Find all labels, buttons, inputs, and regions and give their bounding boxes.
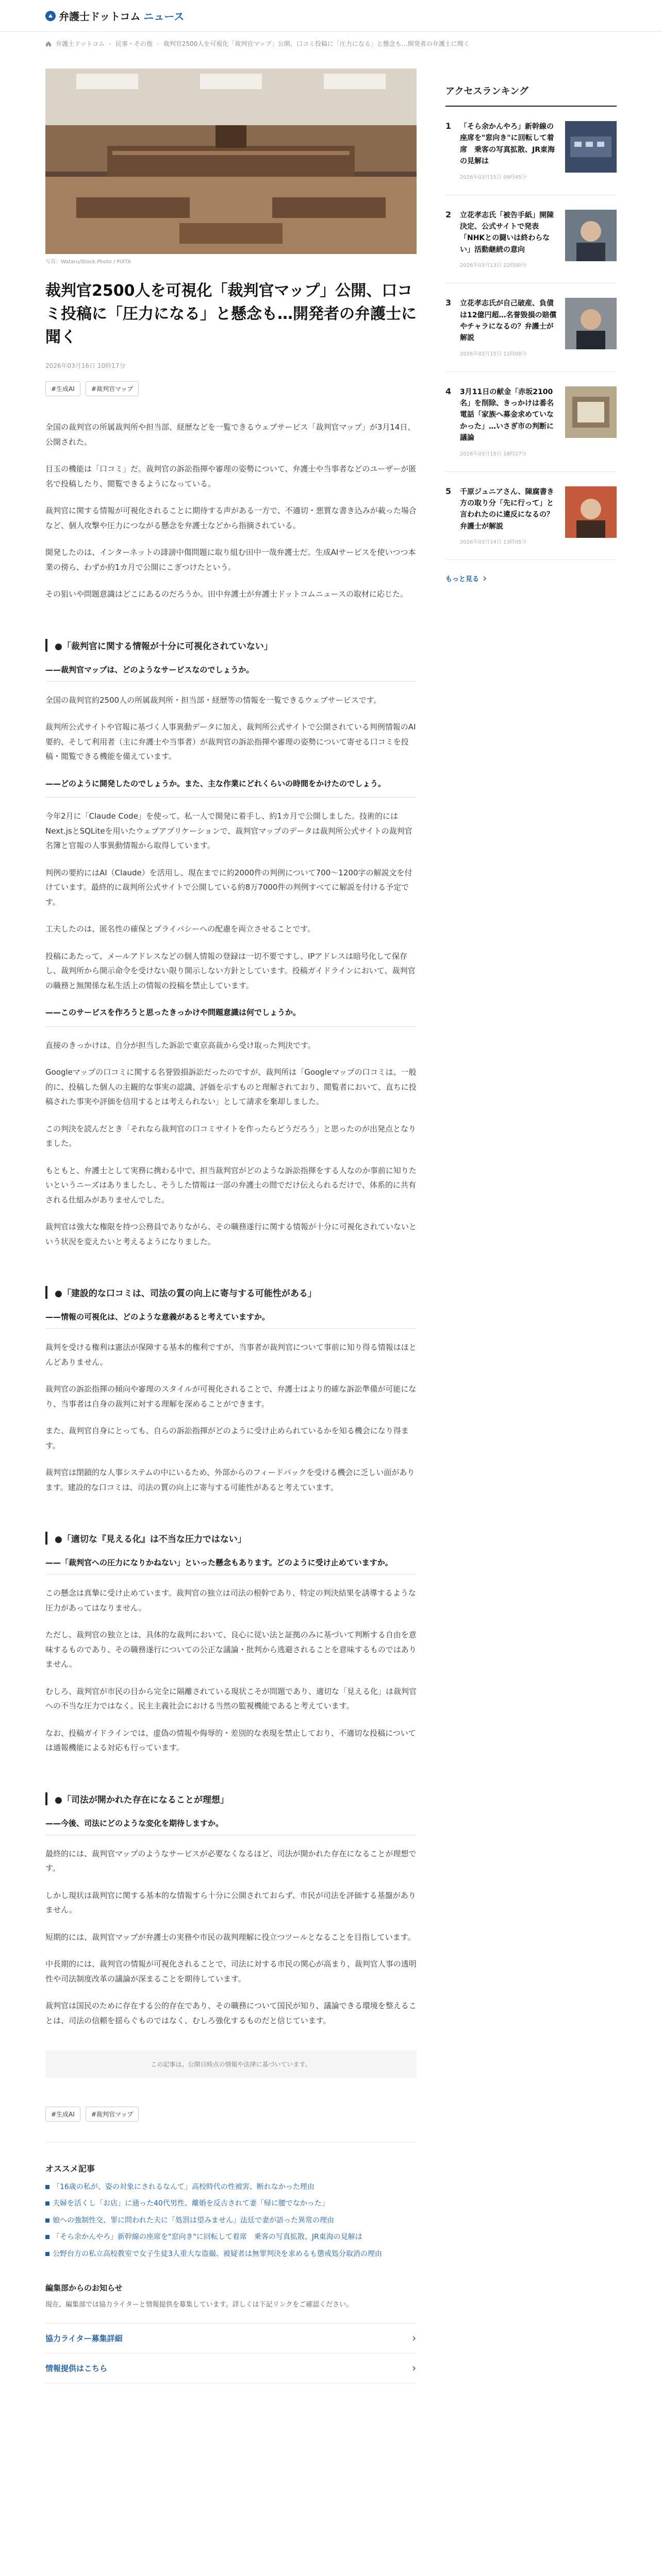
article-date: 2026年03月16日 10時17分 [45,362,126,369]
writer-recruit-link[interactable] [45,2323,417,2353]
ranking-item[interactable] [445,472,617,561]
tip-submit-link[interactable] [45,2353,417,2383]
ranking-item[interactable] [445,195,617,284]
rank-number: 1 [445,121,452,131]
section-question: ——「裁判官への圧力になりかねない」といった懸念もあります。どのように受け止めていますか。 [45,1557,417,1574]
rank-thumbnail [565,298,617,349]
rank-number: 3 [445,298,452,308]
rank-date: 2026年03月14日 13時05分 [460,539,527,546]
body-paragraph: 工夫したのは、匿名性の確保とプライバシーへの配慮を両立させることです。 [45,924,316,934]
recommended-item[interactable] [45,2215,417,2226]
body-paragraph: また、裁判官自身にとっても、自らの訴訟指揮がどのように受け止められているかを知る機会になり得ます。 [45,1426,409,1450]
rank-headline: 「そら余かんやろ」新幹線の座席を"窓向き"に回転して着席 乗客の写真拡散、JR東海の見解は [460,123,555,166]
tag-chip[interactable]: #生成AI [45,2107,80,2122]
rank-headline: 千原ジュニアさん、陳腐書き方の取り分「先に行って」と言われたのに違反になるの？弁護士が解説 [460,487,554,531]
more-link-label: もっと見る [445,575,479,584]
body-paragraph: 最終的には、裁判官マップのようなサービスが必要なくなるほど、司法が開かれた存在になることが理想です。 [45,1849,417,1873]
bullet-icon [45,2218,49,2223]
article-title: 裁判官2500人を可視化「裁判官マップ」公開、口コミ投稿に「圧力になる」と懸念も…開発者の弁護士に聞く [45,282,417,346]
section-question: ——このサービスを作ろうと思ったきっかけや問題意識は何でしょうか。 [45,1005,417,1027]
courtroom-illustration [45,69,417,254]
article-lead [45,420,417,602]
site-header [0,0,662,32]
bullet-icon [45,2185,49,2189]
section-question: ——裁判官マップは、どのようなサービスなのでしょうか。 [45,664,417,682]
breadcrumb-item-home[interactable]: 弁護士ドットコム [56,40,105,47]
rank-date: 2026年03月15日 09時45分 [460,174,527,180]
body-paragraph: 裁判官は国民のために存在する公的存在であり、その職務について国民が知り、議論できる環境を整えることは、司法の信頼を揺らぐものではなく、むしろ強化するものだと信じています。 [45,2001,417,2025]
recommended-item[interactable] [45,2231,417,2243]
hero-caption: 写真：Wataru/Stock.Photo / PIXTA [45,259,131,265]
rank-number: 2 [445,209,452,219]
rank-number: 5 [445,486,452,496]
logo-main-text: 弁護士ドットコム [59,10,141,23]
body-paragraph: 裁判官は強大な権限を持つ公務員でありながら、その職務遂行に関する情報が十分に可視化されていないという状況を変えたいと考えるようになりました。 [45,1222,417,1246]
breadcrumb-separator: › [109,40,111,47]
ranking-item[interactable] [445,283,617,372]
ranking-item[interactable] [445,107,617,195]
site-logo[interactable] [45,8,184,23]
section-heading: ●「建設的な口コミは、司法の質の向上に寄与する可能性がある」 [45,1286,417,1299]
recommended-articles [45,2162,417,2260]
section-heading: ●「裁判官に関する情報が十分に可視化されていない」 [45,639,417,652]
recommended-title: オススメ記事 [45,2164,95,2174]
rank-headline: 立花孝志氏が自己破産、負債は12億円超…名誉毀損の賠償やチャラになるの？弁護士が解説 [460,299,557,343]
tag-chip[interactable]: #生成AI [45,381,80,396]
body-paragraph: 短期的には、裁判官マップが弁護士の実務や市民の裁判理解に役立つツールとなることを目指しています。 [45,1932,416,1942]
body-paragraph: 中長期的には、裁判官の情報が可視化されることで、司法に対する市民の関心が高まり、裁判官人事の透明性や司法制度改革の議論が深まることを期待しています。 [45,1959,417,1984]
body-paragraph: むしろ、裁判官が市民の目から完全に隔離されている現状こそが問題であり、適切な「見える化」は裁判官への不当な圧力ではなく、民主主義社会における当然の監視機能であると考えています。 [45,1686,417,1710]
recommended-item-text: 娘への強制性交、罪に問われた夫に「処罰は望みません」法廷で妻が語った異常の理由 [53,2216,334,2225]
rank-headline: 3月11日の献金「赤坂2100名」を削除、きっかけは番名電話「家族へ募金求めていなかった」…いさぎ市の判断に議論 [460,387,554,443]
rank-date: 2026年03月13日 22時00分 [460,263,527,269]
lead-paragraph: 裁判官に関する情報が可視化されることに期待する声がある一方で、不適切・悪質な書き込みが載った場合など、個人攻撃や圧力につながる懸念を弁護士などから指摘されている。 [45,506,417,530]
breadcrumb-item-current: 裁判官2500人を可視化「裁判官マップ」公開、口コミ投稿に「圧力になる」と懸念も…開発者の弁護士に聞く [163,40,470,47]
bullet-icon [45,2201,49,2206]
logo-mark-icon [45,11,56,21]
ranking-item[interactable] [445,372,617,472]
article-section-3 [45,1532,417,1755]
lead-paragraph: 開発したのは、インターネットの誹謗中傷問題に取り組む田中一哉弁護士だ。生成AIサービスを使いつつ本業の傍ら、わずか約1カ月で公開にこぎつけたという。 [45,548,416,572]
breadcrumb-item-category[interactable]: 民事・その他 [115,40,153,47]
lead-paragraph: 目玉の機能は「口コミ」だ。裁判官の訴訟指揮や審理の姿勢について、弁護士や当事者などのユーザーが匿名で投稿したり、閲覧できるようになっている。 [45,464,417,488]
rank-date: 2026年03月15日 18時27分 [460,451,527,457]
lead-paragraph: その狙いや問題意識はどこにあるのだろうか。田中弁護士が弁護士ドットコムニュースの取材に応じた。 [45,589,408,599]
lead-paragraph: 全国の裁判官の所属裁判所や担当部、経歴などを一覧できるウェブサービス「裁判官マップ」が3月14日、公開された。 [45,422,416,447]
article-tags [45,381,417,396]
recommended-item-text: 公野台方の私立高校教室で女子生徒3人重大な盗撮、被疑者は無罪判決を求めるも懲戒処分取消の理由 [53,2249,382,2258]
body-paragraph: 裁判を受ける権利は憲法が保障する基本的権利ですが、当事者が裁判官について事前に知り得る情報はほとんどありません。 [45,1343,417,1367]
article-section-4 [45,1792,417,2028]
editorial-notice [45,2282,417,2383]
recommended-item[interactable] [45,2248,417,2260]
rank-number: 4 [445,386,452,396]
body-paragraph: 裁判所公式サイトや官報に基づく人事異動データに加え、裁判所公式サイトで公開されている判例情報のAI要約、そして利用者（主に弁護士や当事者）が裁判官の訴訟指揮や審理の姿勢について寄せる口コミを投稿・閲覧できる機能を備えています。 [45,722,416,761]
recommended-item-text: 「そら余かんやろ」新幹線の座席を"窓向き"に回転して着席 乗客の写真拡散、JR東海の見解は [53,2233,362,2242]
rank-thumbnail [565,121,617,173]
bullet-icon [45,2235,49,2239]
notice-title: 編集部からのお知らせ [45,2283,123,2293]
hero-image [45,69,417,254]
home-icon [45,41,52,47]
section-question: ——どのように開発したのでしょうか。また、主な作業にどれくらいの時間をかけたのでしょう。 [45,776,417,798]
rank-headline: 立花孝志氏「被告手紙」開陳決定、公式サイトで発表「NHKとの闘いは終わらない」活動継続の意向 [460,211,554,254]
body-paragraph: この判決を読んだとき「それなら裁判官の口コミサイトを作ったらどうだろう」と思ったのが出発点となりました。 [45,1124,416,1148]
chevron-right-icon [411,2366,417,2371]
recommended-item-text: 「16歳の私が、姿の対象にされるなんて」高校時代の性被害、断れなかった理由 [53,2183,315,2191]
body-paragraph: 今年2月に「Claude Code」を使って、私一人で開発に着手し、約1カ月で公開しました。技術的にはNext.jsとSQLiteを用いたウェブアプリケーションで、裁判官マップのデータは裁判所公式サイトの裁判官名簿と官報の人事異動情報から取得しています。 [45,811,412,850]
logo-accent-text: ニュース [143,10,185,23]
body-paragraph: 投稿にあたって、メールアドレスなどの個人情報の登録は一切不要ですし、IPアドレスは暗号化して保存し、裁判所から開示命令を受けない限り開示しない方針としています。投稿ガイドラインにおいて、裁判官の職務と無関係な私生活上の情報の投稿を禁止しています。 [45,951,416,990]
article-main [45,69,417,2383]
section-question: ——情報の可視化は、どのような意義があると考えていますか。 [45,1311,417,1329]
body-paragraph: 直接のきっかけは、自分が担当した訴訟で東京高裁から受け取った判決です。 [45,1040,316,1050]
body-paragraph: Googleマップの口コミに関する名誉毀損訴訟だったのですが、裁判所は「Googleマップの口コミは、一般的に、投稿した個人の主観的な事実の認識、評価を示すものと理解されており、閲覧者において、直ちに投稿された事実や評価を信用するとは考えられない」として請求を棄却しました。 [45,1067,417,1106]
recommended-item[interactable] [45,2181,417,2193]
article-section-1 [45,639,417,1249]
source-note: この記事は、公開日時点の情報や法律に基づいています。 [45,2050,417,2078]
ranking-title: アクセスランキング [445,84,617,107]
rank-thumbnail [565,386,617,438]
notice-text: 現在、編集部では協力ライターと情報提供を募集しています。詳しくは下記リンクをご確認ください。 [45,2300,353,2309]
recommended-item-text: 夫婦を活くし「お店」に通った40代男性、離婚を反古されて妻「帰に腰でなかった」 [53,2199,329,2208]
body-paragraph: 裁判官は閉鎖的な人事システムの中にいるため、外部からのフィードバックを受ける機会に乏しい面があります。建設的な口コミは、司法の質の向上に寄与する可能性があると考えています。 [45,1468,415,1492]
section-question: ——今後、司法にどのような変化を期待しますか。 [45,1818,417,1835]
tag-chip[interactable]: #裁判官マップ [86,381,139,396]
body-paragraph: なお、投稿ガイドラインでは、虚偽の情報や侮辱的・差別的な表現を禁止しており、不適切な投稿については通報機能による対応も行っています。 [45,1728,416,1752]
link-label: 情報提供はこちら [45,2364,108,2374]
chevron-right-icon [411,2336,417,2341]
rank-date: 2026年03月15日 11時08分 [460,351,527,357]
breadcrumb-separator: › [156,40,159,47]
body-paragraph: 判例の要約にはAI（Claude）を活用し、現在までに約2000件の判例について700〜1200字の解説文を付けています。最終的に裁判所公式サイトで公開している約8万7000件の判例すべてに解説を付ける予定です。 [45,868,412,907]
link-label: 協力ライター募集詳細 [45,2334,123,2344]
body-paragraph: 裁判官の訴訟指揮の傾向や審理のスタイルが可視化されることで、弁護士はより的確な訴訟準備が可能になり、当事者は自身の裁判に対する理解を深めることができます。 [45,1384,417,1409]
sidebar-ranking [445,69,617,2383]
body-paragraph: もともと、弁護士として実務に携わる中で、担当裁判官がどのような訴訟指揮をする人なのか事前に知りたいというニーズはありましたし、そうした情報は一部の弁護士の間でだけ伝えられるだけで、体系的に共有される仕組みがありませんでした。 [45,1165,417,1205]
recommended-item[interactable] [45,2198,417,2209]
breadcrumb [0,32,662,48]
chevron-right-icon [482,576,487,581]
bottom-tags [45,2107,417,2122]
body-paragraph: この懸念は真摯に受け止めています。裁判官の独立は司法の根幹であり、特定の判決結果を誘導するような圧力があってはなりません。 [45,1588,416,1613]
bullet-icon [45,2252,49,2256]
ranking-more-link[interactable] [445,573,617,583]
rank-thumbnail [565,486,617,538]
section-heading: ●「適切な『見える化』は不当な圧力ではない」 [45,1532,417,1545]
article-section-2 [45,1286,417,1495]
body-paragraph: 全国の裁判官約2500人の所属裁判所・担当部・経歴等の情報を一覧できるウェブサービスです。 [45,695,382,705]
body-paragraph: しかし現状は裁判官に関する基本的な情報すら十分に公開されておらず、市民が司法を評価する基盤がありません。 [45,1890,416,1914]
divider [45,2142,417,2143]
section-heading: ●「司法が開かれた存在になることが理想」 [45,1792,417,1805]
rank-thumbnail [565,210,617,261]
body-paragraph: ただし、裁判官の独立とは、具体的な裁判において、良心に従い法と証拠のみに基づいて判断する自由を意味するものであり、その職務遂行についての公正な議論・批判から逃避されることを意味するものではありません。 [45,1630,417,1669]
tag-chip[interactable]: #裁判官マップ [86,2107,139,2122]
